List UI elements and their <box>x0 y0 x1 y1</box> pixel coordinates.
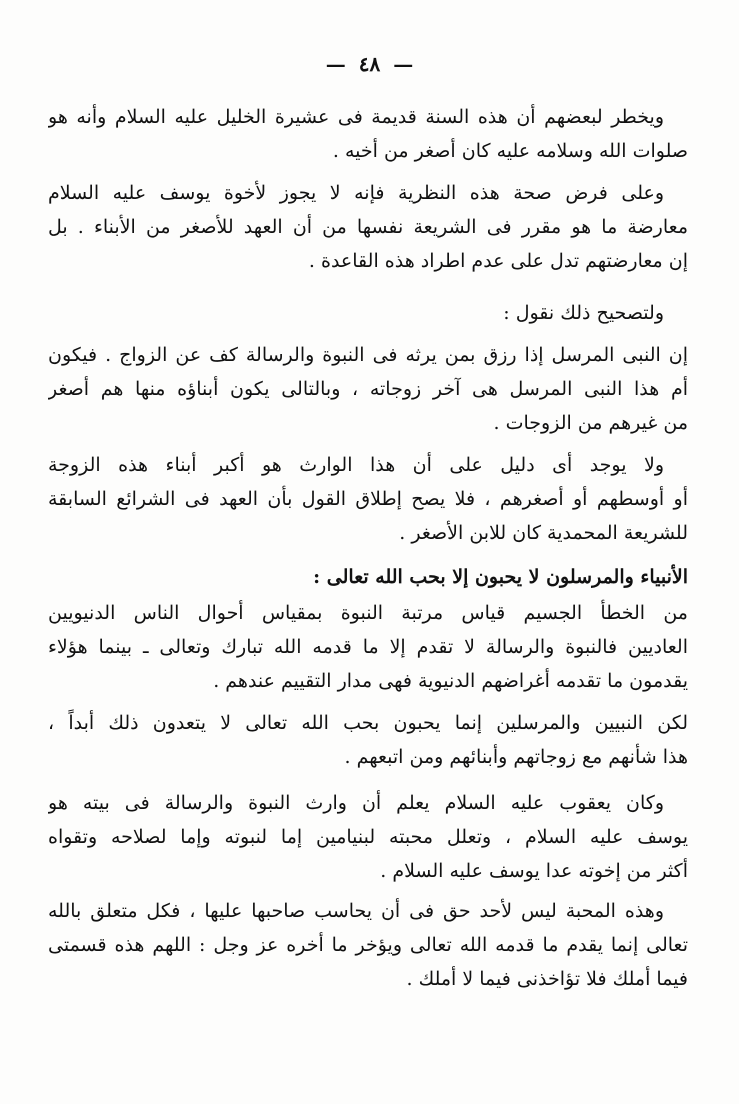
paragraph-4 <box>48 338 688 440</box>
paragraph-line: هذا شأنهم مع زوجاتهم وأبنائهم ومن اتبعهم . <box>344 746 688 768</box>
paragraph-line: تعالى إنما يقدم ما قدمه الله تعالى ويؤخر ما أخره عز وجل : اللهم هذه قسمتى <box>48 934 688 956</box>
paragraph-line: لكن النبيين والمرسلين إنما يحبون بحب الله تعالى لا يتعدون ذلك أبداً ، <box>48 712 688 734</box>
paragraph-9 <box>48 894 688 996</box>
paragraph-line: وعلى فرض صحة هذه النظرية فإنه لا يجوز لأخوة يوسف عليه السلام <box>48 182 664 204</box>
page-number-value: ٤٨ <box>358 52 381 76</box>
paragraph-line: إن معارضتهم تدل على عدم اطراد هذه القاعدة . <box>308 250 688 272</box>
paragraph-2 <box>48 176 688 278</box>
paragraph-line: صلوات الله وسلامه عليه كان أصغر من أخيه . <box>332 140 688 162</box>
paragraph-line: معارضة ما هو مقرر فى الشريعة نفسها من أن العهد للأصغر من الأبناء . بل <box>48 216 688 238</box>
page-number-dash-left: — <box>325 52 346 76</box>
paragraph-1 <box>48 100 688 168</box>
paragraph-line: أكثر من إخوته عدا يوسف عليه السلام . <box>380 860 688 882</box>
paragraph-5 <box>48 448 688 550</box>
paragraph-line: للشريعة المحمدية كان للابن الأصغر . <box>399 522 688 544</box>
paragraph-line: من الخطأ الجسيم قياس مرتبة النبوة بمقياس أحوال الناس الدنيويين <box>48 602 688 624</box>
paragraph-line: يقدمون ما تقدمه أغراضهم الدنيوية فهى مدار التقييم عندهم . <box>213 670 688 692</box>
paragraph-line: ويخطر لبعضهم أن هذه السنة قديمة فى عشيرة الخليل عليه السلام وأنه هو <box>48 106 664 128</box>
section-heading-text: الأنبياء والمرسلون لا يحبون إلا بحب الله تعالى : <box>313 566 688 588</box>
paragraph-line: فيما أملك فلا تؤاخذنى فيما لا أملك . <box>406 968 688 990</box>
page-number-dash-right: — <box>393 52 414 76</box>
paragraph-line: إن النبى المرسل إذا رزق بمن يرثه فى النبوة والرسالة كف عن الزواج . فيكون <box>48 344 688 366</box>
paragraph-line: أم هذا النبى المرسل هى آخر زوجاته ، وبالتالى يكون أبناؤه منها هم أصغر <box>48 378 688 400</box>
paragraph-6 <box>48 596 688 698</box>
section-heading <box>48 560 688 594</box>
paragraph-line: ولتصحيح ذلك نقول : <box>503 302 664 324</box>
paragraph-line: وكان يعقوب عليه السلام يعلم أن وارث النبوة والرسالة فى بيته هو <box>48 792 664 814</box>
paragraph-3 <box>48 296 688 330</box>
paragraph-7 <box>48 706 688 774</box>
paragraph-line: من غيرهم من الزوجات . <box>493 412 688 434</box>
paragraph-line: أو أوسطهم أو أصغرهم ، فلا يصح إطلاق القول بأن العهد فى الشرائع السابقة <box>48 488 688 510</box>
paragraph-8 <box>48 786 688 888</box>
paragraph-line: العاديين فالنبوة والرسالة لا تقدم إلا ما قدمه الله تبارك وتعالى ـ بينما هؤلاء <box>48 636 688 658</box>
page-number <box>0 52 739 76</box>
paragraph-line: وهذه المحبة ليس لأحد حق فى أن يحاسب صاحبها عليها ، فكل متعلق بالله <box>48 900 664 922</box>
paragraph-line: ولا يوجد أى دليل على أن هذا الوارث هو أكبر أبناء هذه الزوجة <box>48 454 664 476</box>
paragraph-line: يوسف عليه السلام ، وتعلل محبته لبنيامين إما لنبوته وإما لصلاحه وتقواه <box>48 826 688 848</box>
